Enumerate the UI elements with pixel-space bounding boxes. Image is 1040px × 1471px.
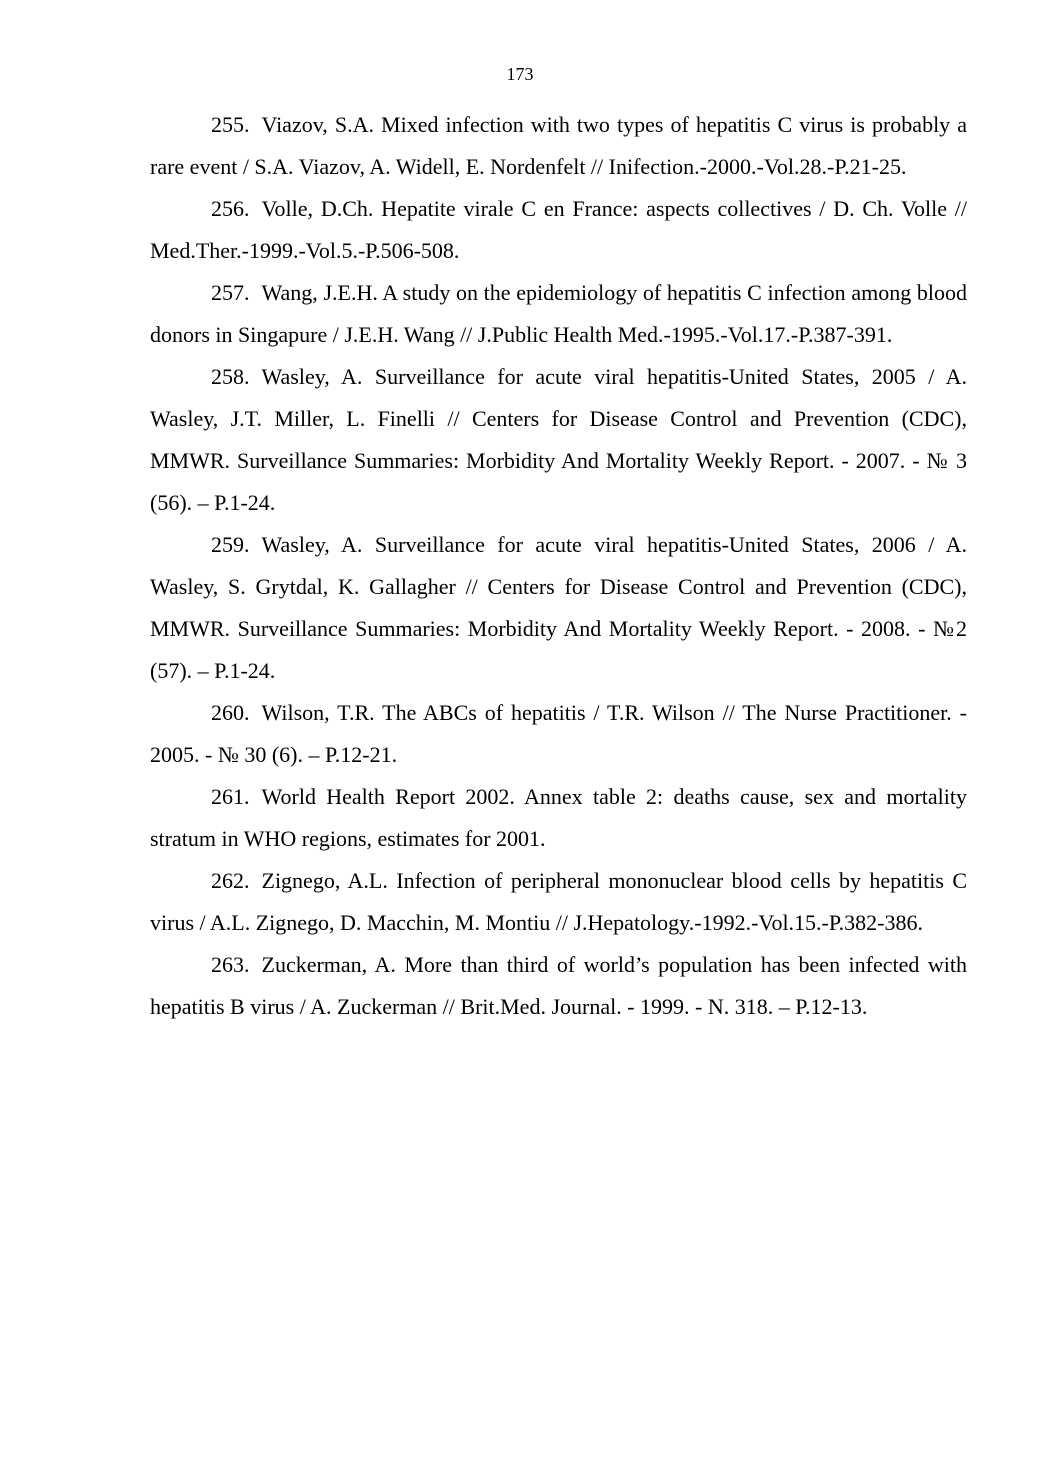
reference-item-260 bbox=[150, 692, 967, 776]
reference-number: 261. bbox=[211, 784, 250, 809]
reference-item-255 bbox=[150, 104, 967, 188]
reference-item-257 bbox=[150, 272, 967, 356]
reference-item-256 bbox=[150, 188, 967, 272]
reference-text: Wilson, T.R. The ABCs of hepatitis / T.R. Wilson // The Nurse Practitioner. - 2005. - № 30 (6). – P.12-21. bbox=[150, 700, 967, 767]
reference-text: Wasley, A. Surveillance for acute viral hepatitis-United States, 2005 / A. Wasley, J.T. Miller, L. Finelli // Centers for Disease Control and Prevention (CDC), MMWR. Surveillance Summaries: Morbidity And Mortality Weekly Report. - 2007. - № 3 (56). – P.1-24. bbox=[150, 364, 967, 515]
reference-text: Wang, J.E.H. A study on the epidemiology of hepatitis C infection among blood donors in Singapure / J.E.H. Wang // J.Public Health Med.-1995.-Vol.17.-P.387-391. bbox=[150, 280, 967, 347]
reference-item-258 bbox=[150, 356, 967, 524]
reference-number: 258. bbox=[211, 364, 250, 389]
reference-item-262 bbox=[150, 860, 967, 944]
reference-number: 263. bbox=[211, 952, 250, 977]
reference-number: 256. bbox=[211, 196, 250, 221]
reference-text: Zignego, A.L. Infection of peripheral mononuclear blood cells by hepatitis C virus / A.L. Zignego, D. Macchin, M. Montiu // J.Hepatology.-1992.-Vol.15.-P.382-386. bbox=[150, 868, 967, 935]
reference-text: Volle, D.Ch. Hepatite virale C en France: aspects collectives / D. Ch. Volle // Med.Ther.-1999.-Vol.5.-P.506-508. bbox=[150, 196, 967, 263]
reference-number: 260. bbox=[211, 700, 250, 725]
reference-item-261 bbox=[150, 776, 967, 860]
reference-text: Viazov, S.A. Mixed infection with two types of hepatitis C virus is probably a rare event / S.A. Viazov, A. Widell, E. Nordenfelt // Inifection.-2000.-Vol.28.-P.21-25. bbox=[150, 112, 967, 179]
reference-text: Zuckerman, A. More than third of world’s population has been infected with hepatitis B virus / A. Zuckerman // Brit.Med. Journal. - 1999. - N. 318. – P.12-13. bbox=[150, 952, 967, 1019]
reference-text: Wasley, A. Surveillance for acute viral hepatitis-United States, 2006 / A. Wasley, S. Grytdal, K. Gallagher // Centers for Disease Control and Prevention (CDC), MMWR. Surveillance Summaries: Morbidity And Mortality Weekly Report. - 2008. - №2 (57). – P.1-24. bbox=[150, 532, 967, 683]
reference-item-259 bbox=[150, 524, 967, 692]
reference-number: 257. bbox=[211, 280, 250, 305]
reference-text: World Health Report 2002. Annex table 2: deaths cause, sex and mortality stratum in WHO regions, estimates for 2001. bbox=[150, 784, 967, 851]
reference-number: 262. bbox=[211, 868, 250, 893]
reference-number: 255. bbox=[211, 112, 250, 137]
page-number: 173 bbox=[506, 64, 534, 84]
reference-number: 259. bbox=[211, 532, 250, 557]
reference-item-263 bbox=[150, 944, 967, 1028]
reference-list bbox=[150, 104, 967, 1028]
